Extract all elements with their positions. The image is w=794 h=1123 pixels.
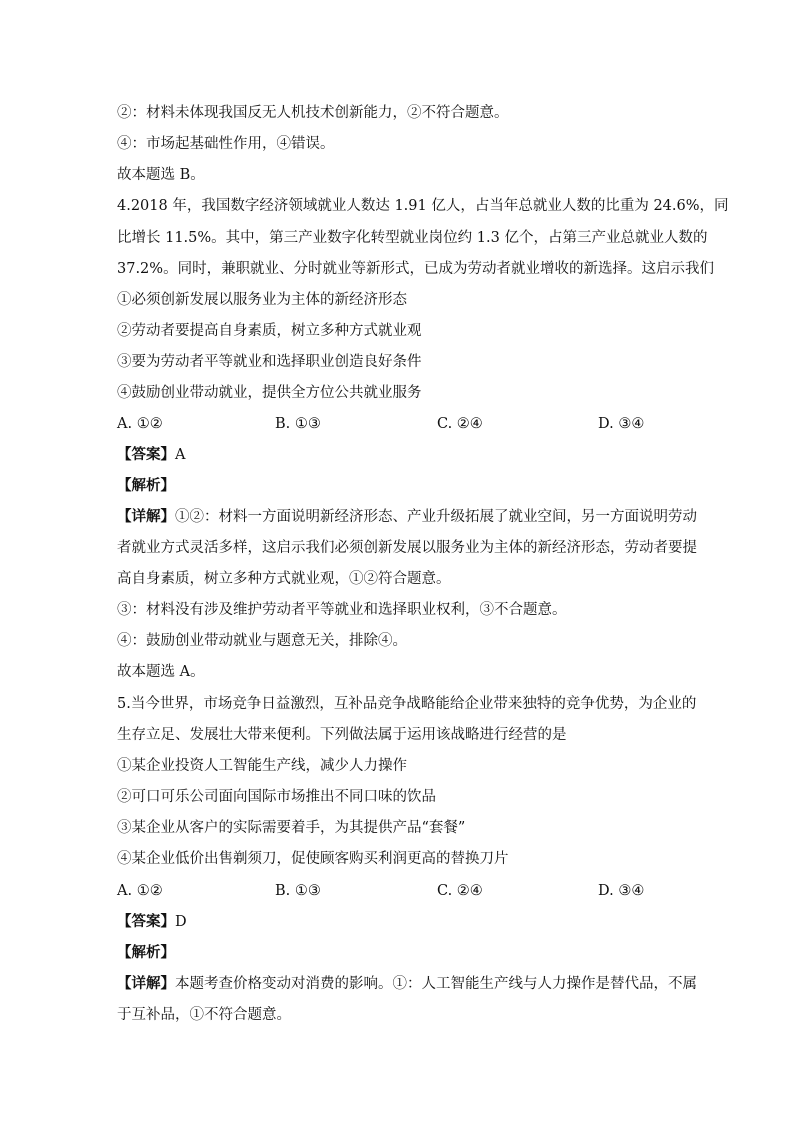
q4-conclusion: 故本题选 A。 [117, 664, 205, 680]
q4-option-a: A. ①② [117, 416, 163, 432]
detail-label: 【详解】 [117, 508, 175, 525]
q4-analysis-label: 【解析】 [117, 477, 175, 494]
q4-option-d: D. ③④ [598, 416, 645, 432]
q5-item-2: ②可口可乐公司面向国际市场推出不同口味的饮品 [117, 789, 436, 805]
q5-option-c: C. ②④ [437, 883, 483, 899]
q4-stem-line-1: 4.2018 年，我国数字经济领域就业人数达 1.91 亿人，占当年总就业人数的比重为 24.6%，同 [117, 198, 729, 214]
q5-stem-line-2: 生存立足、发展壮大带来便利。下列做法属于运用该战略进行经营的是 [117, 727, 567, 743]
q4-item-1: ①必须创新发展以服务业为主体的新经济形态 [117, 292, 407, 308]
conclusion: 故本题选 B。 [117, 167, 205, 183]
answer-label: 【答案】 [117, 913, 175, 930]
q5-option-d: D. ③④ [598, 883, 645, 899]
q5-detail-line-1 [117, 974, 697, 994]
detail-text: 本题考查价格变动对消费的影响。①：人工智能生产线与人力操作是替代品，不属 [175, 976, 697, 992]
q5-option-a: A. ①② [117, 883, 163, 899]
q4-detail-line-3: 高自身素质，树立多种方式就业观，①②符合题意。 [117, 571, 451, 587]
answer-label: 【答案】 [117, 446, 175, 463]
q4-answer [117, 445, 185, 465]
detail-text: ①②：材料一方面说明新经济形态、产业升级拓展了就业空间，另一方面说明劳动 [175, 509, 697, 525]
q5-answer [117, 912, 187, 932]
q5-item-4: ④某企业低价出售剃须刀，促使顾客购买利润更高的替换刀片 [117, 851, 509, 867]
q4-item-3: ③要为劳动者平等就业和选择职业创造良好条件 [117, 354, 422, 370]
q4-item-4: ④鼓励创业带动就业，提供全方位公共就业服务 [117, 385, 422, 401]
detail-label: 【详解】 [117, 975, 175, 992]
q4-stem-line-3: 37.2%。同时，兼职就业、分时就业等新形式，已成为劳动者就业增收的新选择。这启示我们 [117, 261, 715, 277]
answer-value: A [175, 447, 186, 463]
q5-stem-line-1: 5.当今世界，市场竞争日益激烈，互补品竞争战略能给企业带来独特的竞争优势，为企业的 [117, 696, 697, 712]
q4-detail-line-4: ③：材料没有涉及维护劳动者平等就业和选择职业权利，③不合题意。 [117, 602, 567, 618]
q5-analysis-label: 【解析】 [117, 944, 175, 961]
q5-detail-line-2: 于互补品，①不符合题意。 [117, 1007, 291, 1023]
q5-item-3: ③某企业从客户的实际需要着手，为其提供产品“套餐” [117, 820, 466, 836]
q4-detail-line-2: 者就业方式灵活多样，这启示我们必须创新发展以服务业为主体的新经济形态，劳动者要提 [117, 540, 697, 556]
q4-stem-line-2: 比增长 11.5%。其中，第三产业数字化转型就业岗位约 1.3 亿个，占第三产业总就业人数的 [117, 230, 708, 246]
analysis-item-2: ②：材料未体现我国反无人机技术创新能力，②不符合题意。 [117, 105, 509, 121]
q4-option-c: C. ②④ [437, 416, 483, 432]
q5-item-1: ①某企业投资人工智能生产线，减少人力操作 [117, 758, 407, 774]
q4-detail-line-5: ④：鼓励创业带动就业与题意无关，排除④。 [117, 633, 407, 649]
q4-option-b: B. ①③ [275, 416, 321, 432]
answer-value: D [175, 914, 187, 930]
q4-detail-line-1 [117, 507, 697, 527]
analysis-item-4: ④：市场起基础性作用，④错误。 [117, 136, 335, 152]
q4-item-2: ②劳动者要提高自身素质，树立多种方式就业观 [117, 323, 422, 339]
q5-option-b: B. ①③ [275, 883, 321, 899]
